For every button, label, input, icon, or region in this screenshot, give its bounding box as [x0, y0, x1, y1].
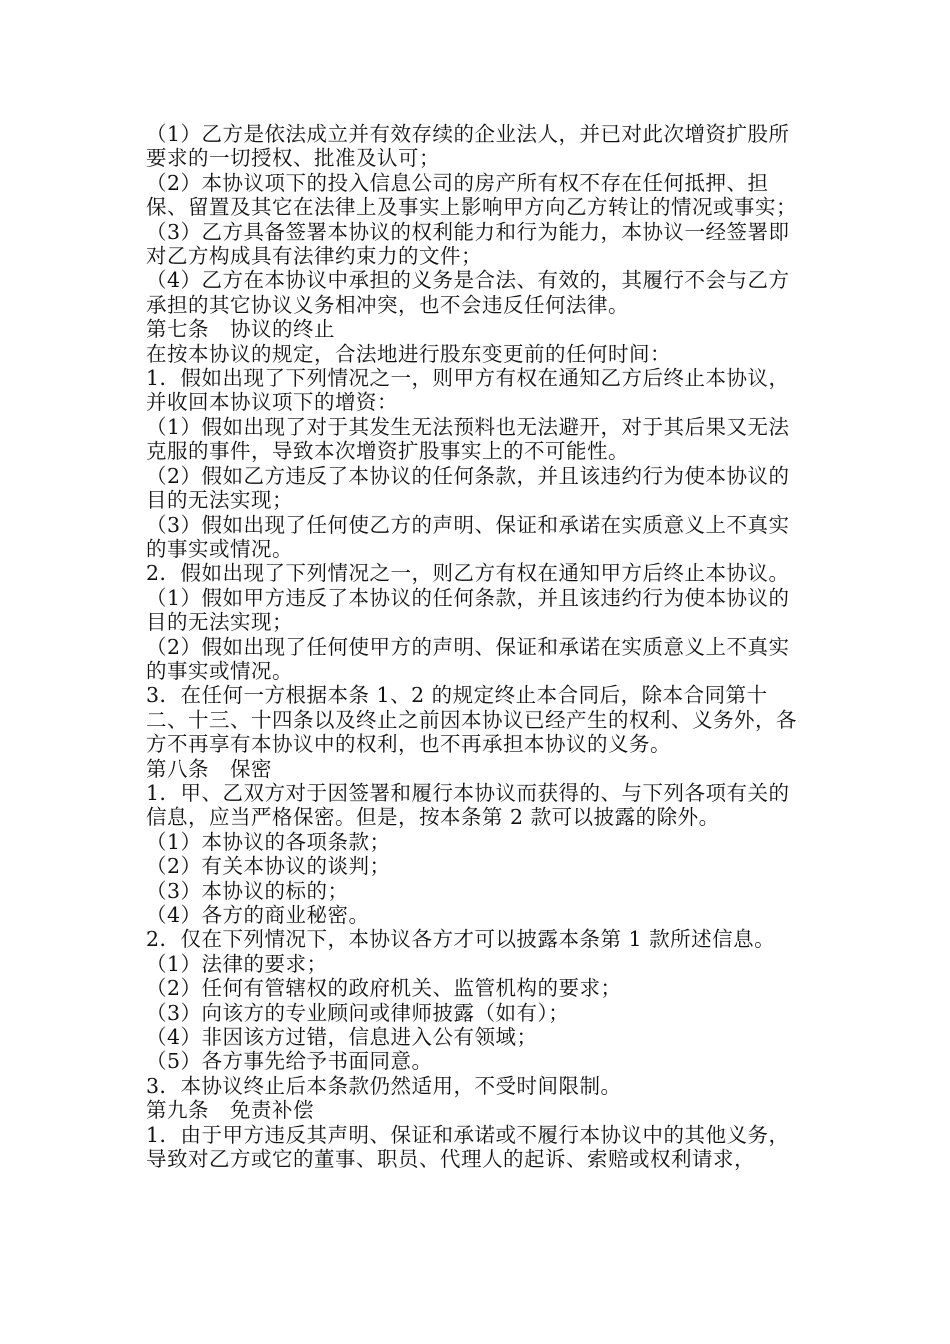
article-7-para-1-item-1: （1）假如出现了对于其发生无法预料也无法避开，对于其后果又无法克服的事件，导致本次增资扩股事实上的不可能性。	[146, 414, 790, 464]
article-8-para-1: 1．甲、乙双方对于因签署和履行本协议而获得的、与下列各项有关的信息，应当严格保密。但是，按本条第 2 款可以披露的除外。	[146, 780, 790, 830]
article-8-para-1-item-4: （4）各方的商业秘密。	[146, 903, 370, 927]
article-8-para-1-item-1: （1）本协议的各项条款；	[146, 829, 391, 854]
article-8-para-2: 2．仅在下列情况下，本协议各方才可以披露本条第 1 款所述信息。	[146, 927, 776, 952]
article-7-para-2-item-1: （1）假如甲方违反了本协议的任何条款，并且该违约行为使本协议的目的无法实现；	[146, 585, 790, 635]
clause-6-item-4: （4）乙方在本协议中承担的义务是合法、有效的，其履行不会与乙方承担的其它协议义务相冲突，也不会违反任何法律。	[146, 268, 790, 317]
article-8-para-2-item-4: （4）非因该方过错，信息进入公有领域；	[146, 1025, 538, 1050]
article-7-heading: 第七条 协议的终止	[146, 317, 335, 342]
article-8-heading: 第八条 保密	[146, 756, 272, 781]
article-8-para-2-item-2: （2）任何有管辖权的政府机关、监管机构的要求；	[146, 976, 622, 1001]
document-body	[146, 122, 808, 1171]
clause-6-item-3: （3）乙方具备签署本协议的权利能力和行为能力，本协议一经签署即对乙方构成具有法律约束力的文件；	[146, 219, 790, 269]
article-7-para-1-item-3: （3）假如出现了任何使乙方的声明、保证和承诺在实质意义上不真实的事实或情况。	[146, 512, 790, 561]
article-7-para-3: 3．在任何一方根据本条 1、2 的规定终止本合同后，除本合同第十二、十三、十四条以及终止之前因本协议已经产生的权利、义务外，各方不再享有本协议中的权利，也不再承担本协议的义务。	[146, 683, 797, 757]
clause-6-item-1: （1）乙方是依法成立并有效存续的企业法人，并已对此次增资扩股所要求的一切授权、批准及认可；	[146, 122, 790, 171]
article-8-para-2-item-1: （1）法律的要求；	[146, 951, 328, 976]
article-7-para-2: 2．假如出现了下列情况之一，则乙方有权在通知甲方后终止本协议。	[146, 561, 790, 586]
article-8-para-2-item-5: （5）各方事先给予书面同意。	[146, 1049, 433, 1074]
article-8-para-3: 3．本协议终止后本条款仍然适用，不受时间限制。	[146, 1073, 622, 1098]
article-7-para-2-item-2: （2）假如出现了任何使甲方的声明、保证和承诺在实质意义上不真实的事实或情况。	[146, 634, 790, 683]
article-9-para-1: 1．由于甲方违反其声明、保证和承诺或不履行本协议中的其他义务，导致对乙方或它的董事、职员、代理人的起诉、索赔或权利请求，	[146, 1122, 790, 1172]
article-8-para-2-item-3: （3）向该方的专业顾问或律师披露（如有）；	[146, 1000, 570, 1025]
article-7-intro: 在按本协议的规定，合法地进行股东变更前的任何时间：	[146, 341, 671, 366]
clause-6-item-2: （2）本协议项下的投入信息公司的房产所有权不存在任何抵押、担保、留置及其它在法律上及事实上影响甲方向乙方转让的情况或事实；	[146, 170, 797, 220]
article-8-para-1-item-3: （3）本协议的标的；	[146, 878, 349, 903]
article-7-para-1: 1．假如出现了下列情况之一，则甲方有权在通知乙方后终止本协议，并收回本协议项下的增资：	[146, 366, 790, 415]
article-8-para-1-item-2: （2）有关本协议的谈判；	[146, 854, 391, 879]
article-9-heading: 第九条 免责补偿	[146, 1098, 314, 1123]
article-7-para-1-item-2: （2）假如乙方违反了本协议的任何条款，并且该违约行为使本协议的目的无法实现；	[146, 463, 790, 513]
